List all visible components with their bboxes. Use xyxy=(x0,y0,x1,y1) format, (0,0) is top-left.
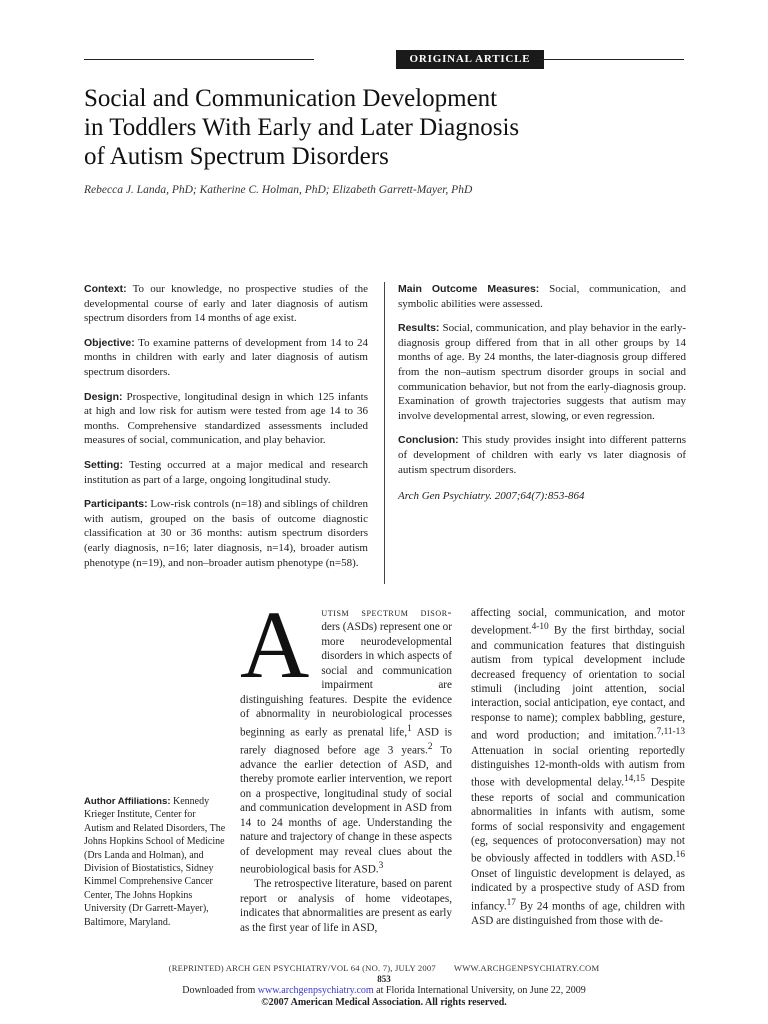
body-text: Despite these reports of social and communication abnormalities in infants with autism, some forms of social responsivity and engagement (eg, sequences of protoconversation) may not be obviously affected in toddlers with ASD. xyxy=(471,777,685,866)
section-heading: Context: xyxy=(84,283,127,295)
body-text: By 24 months of age, children with ASD are distinguished from those with de- xyxy=(471,900,685,927)
section-text: Testing occurred at a major medical and research institution as part of a large, ongoing longitudinal study. xyxy=(84,458,369,486)
abstract-conclusion xyxy=(398,433,686,477)
copyright-notice: ©2007 American Medical Association. All rights reserved. xyxy=(261,997,507,1008)
abstract-design xyxy=(84,390,368,448)
body-paragraph xyxy=(240,591,452,877)
section-heading: Results: xyxy=(398,322,440,335)
section-text: To our knowledge, no prospective studies of the developmental course of early and later diagnosis of autism spectrum disorders from 14 months of age exist. xyxy=(84,283,368,325)
abstract-setting xyxy=(84,458,368,487)
abstract-column-divider xyxy=(384,282,385,584)
journal-issue-info: (REPRINTED) ARCH GEN PSYCHIATRY/VOL 64 (NO. 7), JULY 2007 xyxy=(168,963,436,973)
author-list: Rebecca J. Landa, PhD; Katherine C. Holman, PhD; Elizabeth Garrett-Mayer, PhD xyxy=(84,184,473,196)
section-heading: Setting: xyxy=(84,458,124,471)
body-text: ders (ASDs) represent one or more neurodevelopmental disorders in which aspects of social and communication impairment are distinguishing features. Despite the evidence of abnormality in neurobiological processes beginning as early as prenatal life, xyxy=(240,621,452,739)
reference-superscript: 2 xyxy=(427,741,433,752)
body-text: Attenuation in social orienting reportedly distinguishes 12-month-olds with autism from those with developmental delay. xyxy=(471,744,685,790)
title-line: Social and Communication Development xyxy=(84,85,498,112)
abstract-left-column xyxy=(84,282,368,580)
section-heading: Design: xyxy=(84,390,123,403)
download-prefix: Downloaded from xyxy=(182,985,258,996)
lead-in-smallcaps: utism spectrum disor- xyxy=(321,607,452,619)
journal-link[interactable]: www.archgenpsychiatry.com xyxy=(257,985,374,996)
download-suffix: at Florida International University, on June 22, 2009 xyxy=(373,985,586,996)
section-heading: Main Outcome Measures: xyxy=(398,283,540,295)
abstract-right-column xyxy=(398,282,686,514)
body-column-2 xyxy=(471,606,685,928)
reference-superscript: 14,15 xyxy=(624,774,646,785)
section-text: This study provides insight into different patterns of development of children with early vs later diagnosis of autism spectrum disorders. xyxy=(398,434,686,476)
section-heading: Participants: xyxy=(84,498,148,511)
abstract-context xyxy=(84,282,368,326)
body-paragraph xyxy=(471,606,685,928)
reference-superscript: 7,11-13 xyxy=(656,727,685,738)
body-paragraph: The retrospective literature, based on parent report or analysis of home videotapes, indicates that abnormalities are present as early as the first year of life in ASD, xyxy=(240,878,452,934)
banner-rule-right xyxy=(539,59,684,60)
author-affiliations xyxy=(84,795,226,929)
section-banner xyxy=(84,50,684,70)
article-title xyxy=(84,84,684,171)
abstract-results xyxy=(398,321,686,423)
section-text: To examine patterns of development from 14 to 24 months in children with early and later diagnosis of autism spectrum disorders. xyxy=(84,336,368,378)
section-text: Prospective, longitudinal design in which 125 infants at high and low risk for autism were tested from age 14 to 36 months. Comprehensive standardized assessments included measures of social, communication, and play behavior. xyxy=(84,390,368,447)
body-text: By the first birthday, social and communication features that distinguish autism from typical development include decreased frequency of orientation to social stimuli (including joint attention, social interaction, social anticipation, eye contact, and response to name); complex babbling, gesture, and word production; and imitation. xyxy=(471,625,685,743)
journal-website: WWW.ARCHGENPSYCHIATRY.COM xyxy=(453,963,600,973)
section-text: Low-risk controls (n=18) and siblings of children with autism, grouped on the basis of outcome diagnostic classification at 30 or 36 months: autism spectrum disorders (early diagnosis, n=16; later diagnosis, n=14), broader autism phenotype (n=19), and non–broader autism phenotype (n=58). xyxy=(84,498,368,569)
body-text: affecting social, communication, and motor development. xyxy=(471,607,685,638)
title-line: in Toddlers With Early and Later Diagnosis xyxy=(84,114,520,141)
abstract-participants xyxy=(84,497,368,570)
page-number: 853 xyxy=(377,974,391,984)
reference-superscript: 16 xyxy=(675,850,685,861)
section-heading: Conclusion: xyxy=(398,434,459,447)
drop-cap: A xyxy=(240,591,310,698)
download-notice xyxy=(84,985,684,996)
section-text: Social, communication, and symbolic abilities were assessed. xyxy=(398,283,686,310)
reference-superscript: 17 xyxy=(506,897,516,908)
section-label: ORIGINAL ARTICLE xyxy=(396,50,544,69)
reference-superscript: 4-10 xyxy=(531,622,549,633)
body-text: To advance the earlier detection of ASD, and thereby promote earlier intervention, we report on a prospective, longitudinal study of social and communication development in ASD from 14 to 24 months of age. Understanding the nature and trajectory of change in these aspects of development may reveal clues about the neurobiological basis for ASD. xyxy=(240,744,452,876)
affiliations-heading: Author Affiliations: xyxy=(84,796,171,807)
reference-superscript: 3 xyxy=(378,861,384,872)
section-heading: Objective: xyxy=(84,336,135,349)
body-text: Onset of linguistic development is delayed, as indicated by a prospective study of ASD from infancy. xyxy=(471,867,685,913)
running-footer xyxy=(84,963,684,973)
body-text: ASD is rarely diagnosed before age 3 years. xyxy=(240,726,452,757)
abstract-citation: Arch Gen Psychiatry. 2007;64(7):853-864 xyxy=(398,490,585,503)
banner-rule-left xyxy=(84,59,314,60)
title-line: of Autism Spectrum Disorders xyxy=(84,143,389,170)
abstract-main-outcome xyxy=(398,282,686,311)
abstract-objective xyxy=(84,336,368,380)
body-column-1 xyxy=(240,591,452,935)
affiliations-text: Kennedy Krieger Institute, Center for Autism and Related Disorders, The Johns Hopkins School of Medicine (Drs Landa and Holman), and Division of Biostatistics, Sidney Kimmel Comprehensive Cancer Center, The Johns Hopkins University (Dr Garrett-Mayer), Baltimore, Maryland. xyxy=(84,796,226,928)
section-text: Social, communication, and play behavior in the early-diagnosis group differed from that in all other groups by 14 months of age. By 24 months, the later-diagnosis group differed from the non–autism spectrum disorder groups in social and communication behavior, but not from the early-diagnosis group. Examination of growth trajectories suggests that autism may involve developmental arrest, slowing, or even regression. xyxy=(398,322,687,422)
reference-superscript: 1 xyxy=(407,723,412,734)
